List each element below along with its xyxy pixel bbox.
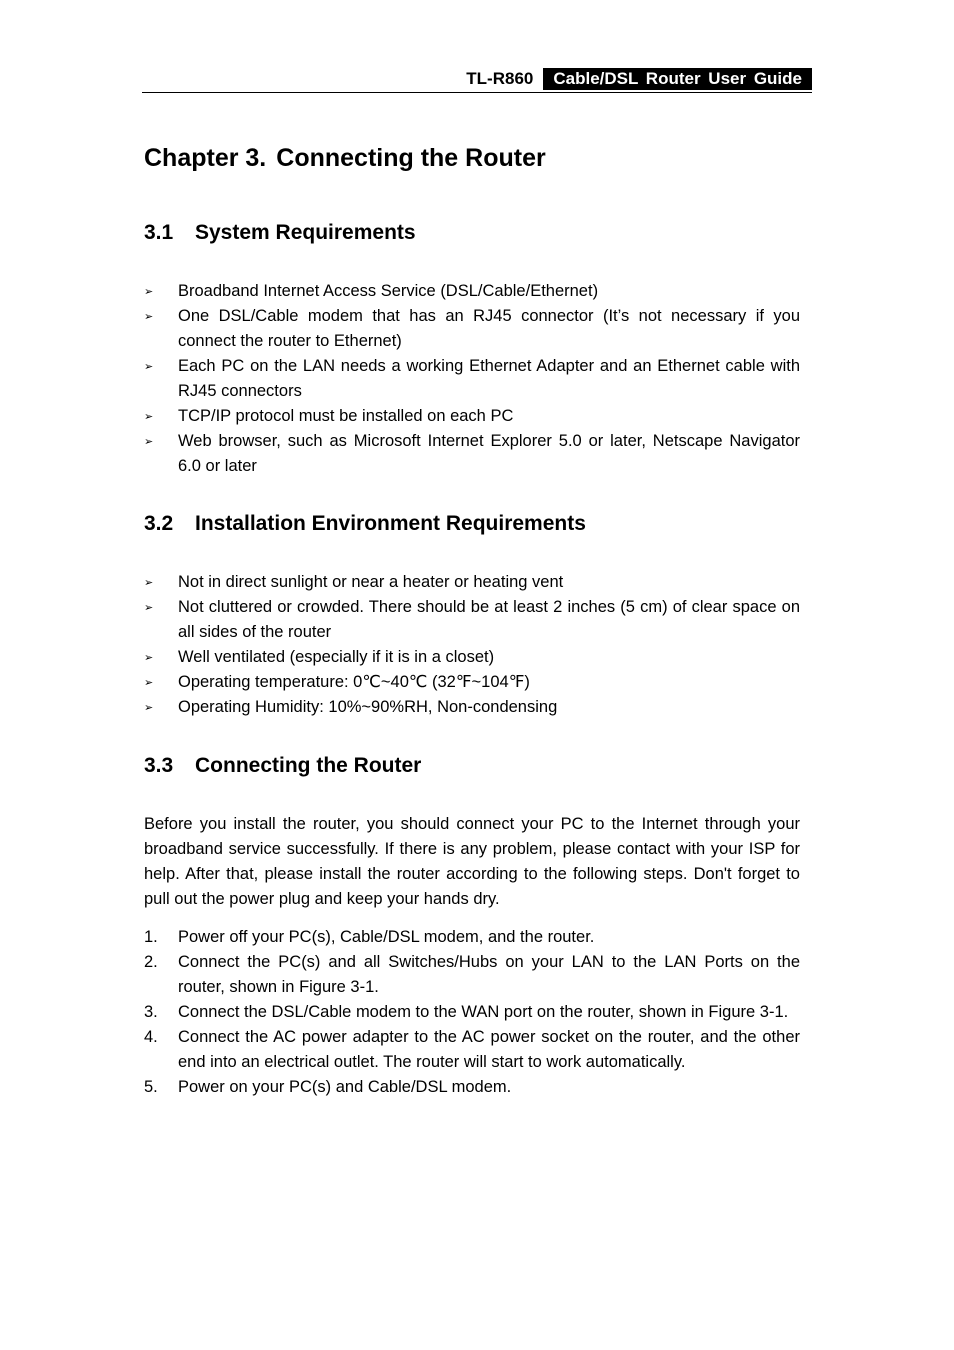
- step-number: 5.: [144, 1078, 158, 1096]
- step-item: 1. Power off your PC(s), Cable/DSL modem, and the router.: [144, 925, 800, 950]
- arrow-bullet-icon: ➢: [144, 577, 154, 589]
- step-number: 4.: [144, 1028, 158, 1046]
- section-heading-installation-environment: [144, 510, 586, 538]
- list-item: ➢ Each PC on the LAN needs a working Ethernet Adapter and an Ethernet cable with RJ45 connectors: [144, 354, 800, 404]
- arrow-bullet-icon: ➢: [144, 286, 154, 298]
- arrow-bullet-icon: ➢: [144, 311, 154, 323]
- list-item: ➢ One DSL/Cable modem that has an RJ45 connector (It’s not necessary if you connect the router to Ethernet): [144, 304, 800, 354]
- arrow-bullet-icon: ➢: [144, 702, 154, 714]
- step-number: 3.: [144, 1003, 158, 1021]
- section-title: Installation Environment Requirements: [195, 512, 586, 535]
- section-number: 3.2: [144, 512, 174, 535]
- header-guide-title: Cable/DSL Router User Guide: [543, 68, 812, 90]
- step-number: 2.: [144, 953, 158, 971]
- section-number: 3.1: [144, 221, 174, 244]
- step-item: 5. Power on your PC(s) and Cable/DSL modem.: [144, 1075, 800, 1100]
- chapter-name: Connecting the Router: [276, 144, 546, 172]
- header-model: TL-R860: [466, 69, 534, 88]
- list-item: ➢ Not in direct sunlight or near a heater or heating vent: [144, 570, 800, 595]
- section-title: System Requirements: [195, 221, 416, 244]
- step-item: 3. Connect the DSL/Cable modem to the WAN port on the router, shown in Figure 3-1.: [144, 1000, 800, 1025]
- arrow-bullet-icon: ➢: [144, 436, 154, 448]
- list-item: ➢ Well ventilated (especially if it is in a closet): [144, 645, 800, 670]
- chapter-number: Chapter 3.: [144, 144, 267, 172]
- system-requirements-list: [144, 279, 800, 479]
- step-number: 1.: [144, 928, 158, 946]
- installation-steps-list: [144, 925, 800, 1100]
- arrow-bullet-icon: ➢: [144, 361, 154, 373]
- arrow-bullet-icon: ➢: [144, 602, 154, 614]
- environment-requirements-list: [144, 570, 800, 720]
- step-item: 4. Connect the AC power adapter to the AC power socket on the router, and the other end into an electrical outlet. The router will start to work automatically.: [144, 1025, 800, 1075]
- page-header: [142, 68, 812, 93]
- chapter-title: [144, 142, 546, 174]
- list-item: ➢ Not cluttered or crowded. There should be at least 2 inches (5 cm) of clear space on all sides of the router: [144, 595, 800, 645]
- arrow-bullet-icon: ➢: [144, 411, 154, 423]
- section-heading-system-requirements: [144, 219, 416, 247]
- step-item: 2. Connect the PC(s) and all Switches/Hubs on your LAN to the LAN Ports on the router, shown in Figure 3-1.: [144, 950, 800, 1000]
- arrow-bullet-icon: ➢: [144, 652, 154, 664]
- section-number: 3.3: [144, 754, 174, 777]
- list-item: ➢ Web browser, such as Microsoft Internet Explorer 5.0 or later, Netscape Navigator 6.0 or later: [144, 429, 800, 479]
- list-item: ➢ TCP/IP protocol must be installed on each PC: [144, 404, 800, 429]
- arrow-bullet-icon: ➢: [144, 677, 154, 689]
- list-item: ➢ Operating Humidity: 10%~90%RH, Non-condensing: [144, 695, 800, 720]
- list-item: ➢ Broadband Internet Access Service (DSL/Cable/Ethernet): [144, 279, 800, 304]
- section-title: Connecting the Router: [195, 754, 422, 777]
- list-item: ➢ Operating temperature: 0℃~40℃ (32℉~104℉): [144, 670, 800, 695]
- intro-paragraph: Before you install the router, you should connect your PC to the Internet through your broadband service successfully. If there is any problem, please contact with your ISP for help. After that, please install the router according to the following steps. Don't forget to pull out the power plug and keep your hands dry.: [144, 815, 800, 908]
- section-heading-connecting-router: [144, 752, 421, 780]
